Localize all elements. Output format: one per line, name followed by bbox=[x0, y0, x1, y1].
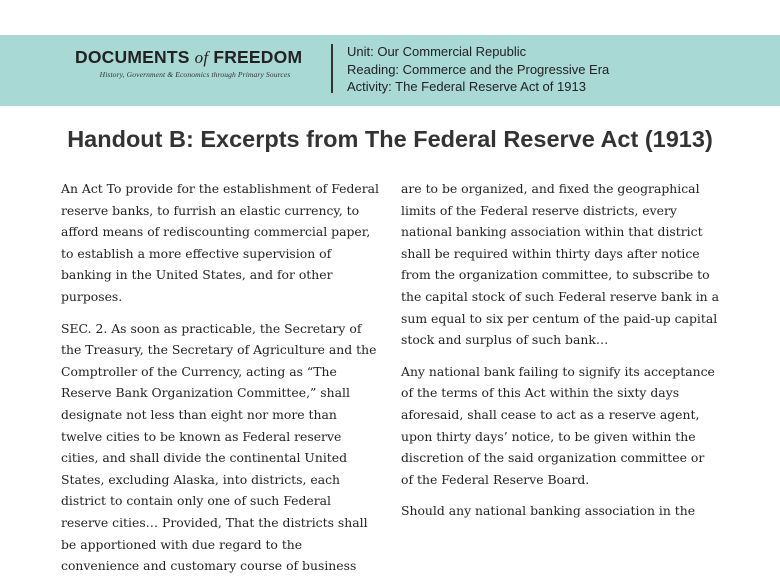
paragraph: Any national bank failing to signify its acceptance of the terms of this Act within the sixty days aforesaid, shall cease to act as a reserve agent, upon thirty days’ notice, to be given within the discretion of the said organization committee or of the Federal Reserve Board. bbox=[401, 363, 715, 487]
page-title: Handout B: Excerpts from The Federal Reserve Act (1913) bbox=[67, 126, 713, 152]
paragraph: An Act To provide for the establishment of Federal reserve banks, to furrish an elastic currency, to afford means of rediscounting commercial paper, to establish a more effective supervision of banking in the United States, and for other purposes. bbox=[61, 181, 379, 304]
unit-label: Unit: Our Commercial Republic bbox=[347, 44, 527, 59]
paragraph: are to be organized, and fixed the geographical limits of the Federal reserve districts, every national banking association within that district shall be required within thirty days after notice from the organization committee, to subscribe to the capital stock of such Federal reserve bank in a sum equal to six per centum of the paid-up capital stock and surplus of such bank… bbox=[401, 181, 719, 348]
brand-subtitle: History, Government & Economics through Primary Sources bbox=[99, 70, 291, 79]
paragraph: SEC. 2. As soon as practicable, the Secretary of the Treasury, the Secretary of Agriculture and the Comptroller of the Currency, acting as “The Reserve Bank Organization Committee,” shall designate not less than eight nor more than twelve cities to be known as Federal reserve cities, and shall divide the continental United States, excluding Alaska, into districts, each district to contain only one of such Federal reserve cities… Provided, That the districts shall be apportioned with due regard to the convenience and customary course of business bbox=[61, 320, 377, 574]
reading-label: Reading: Commerce and the Progressive Era bbox=[347, 61, 610, 77]
brand-main: DOCUMENTS bbox=[75, 47, 190, 67]
top-margin bbox=[0, 0, 780, 35]
right-column bbox=[401, 178, 719, 532]
brand-of: of bbox=[194, 48, 209, 67]
brand-title bbox=[75, 47, 315, 68]
activity-label: Activity: The Federal Reserve Act of 1913 bbox=[347, 79, 586, 94]
brand-logo bbox=[75, 47, 315, 79]
header-divider bbox=[331, 44, 333, 93]
paragraph: Should any national banking association in the bbox=[401, 503, 696, 519]
header-meta bbox=[347, 43, 609, 96]
brand-end: FREEDOM bbox=[213, 47, 303, 67]
left-column bbox=[61, 178, 379, 587]
